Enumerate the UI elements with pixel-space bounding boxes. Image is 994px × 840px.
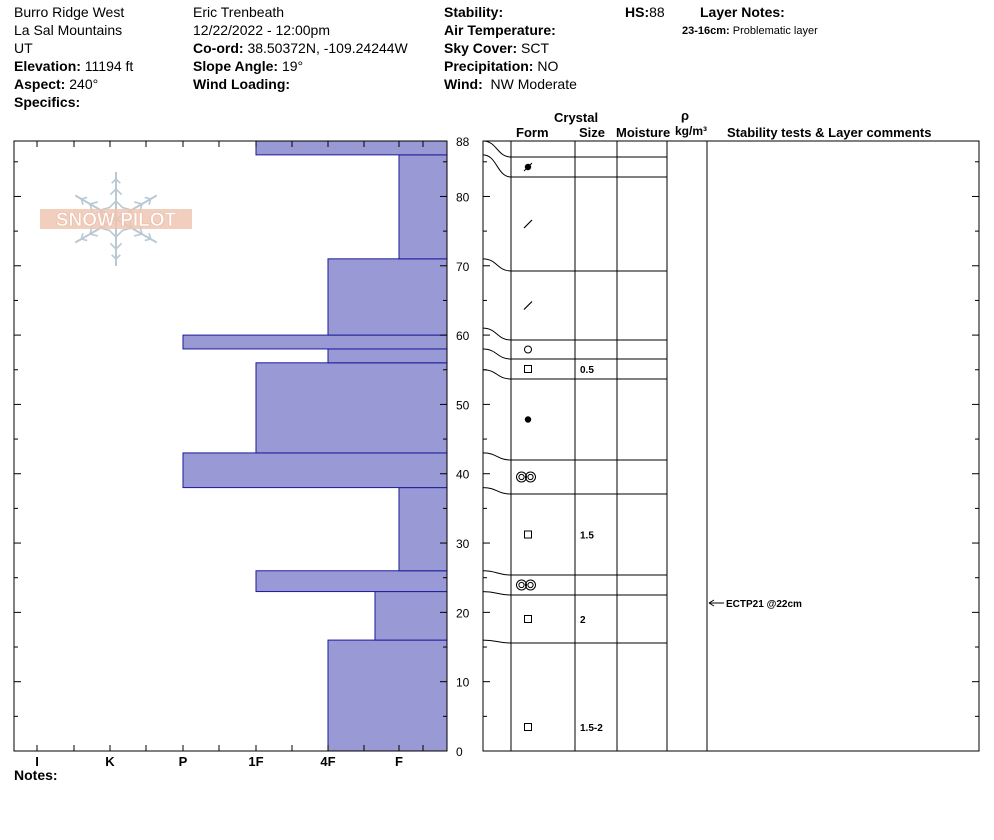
specifics-label: Specifics: [14, 94, 81, 110]
boundary-connector-23 [483, 592, 511, 595]
flake-branch-1-2-0 [145, 197, 151, 199]
coord-label: Co-ord: [193, 40, 244, 56]
boundary-connector-88 [483, 141, 511, 157]
crystal-form-3 [525, 346, 532, 353]
y-tick-label-60: 60 [456, 329, 470, 344]
elevation-label: Elevation: [14, 58, 81, 74]
boundary-connector-58 [483, 349, 511, 359]
hardness-bar-1 [375, 592, 447, 641]
x-tick-label-4F: 4F [320, 754, 336, 769]
flake-branch-2-2-1 [145, 239, 151, 241]
boundary-connector-71 [483, 259, 511, 271]
x-tick-label-F: F [395, 754, 403, 769]
layer-table-frame [483, 141, 979, 751]
crystal-size-7: 1.5 [580, 530, 594, 542]
boundary-connector-16 [483, 640, 511, 643]
crystal-form-9 [525, 616, 532, 623]
stability-label: Stability: [444, 4, 504, 20]
boundary-connector-43 [483, 453, 511, 460]
crystal-form-8-inner-0 [519, 582, 524, 587]
boundary-connector-26 [483, 571, 511, 575]
hardness-bar-3 [399, 488, 447, 571]
slope-value: 19° [281, 58, 304, 74]
wind-loading-label: Wind Loading: [193, 76, 291, 92]
boundary-connector-55 [483, 370, 511, 379]
precip-label: Precipitation: [444, 58, 534, 74]
crystal-form-7 [525, 531, 532, 538]
y-tick-label-10: 10 [456, 675, 470, 690]
mountain-range: La Sal Mountains [14, 22, 123, 38]
y-tick-label-40: 40 [456, 467, 470, 482]
crystal-form-1 [524, 220, 532, 228]
hardness-bar-9 [399, 155, 447, 259]
x-tick-label-1F: 1F [248, 754, 264, 769]
wind-value: NW Moderate [490, 76, 577, 92]
flake-branch-0-0-1 [116, 201, 123, 208]
flake-branch-0-0-0 [109, 201, 116, 208]
wind-label: Wind: [444, 76, 483, 92]
snowpilot-logo [40, 172, 192, 266]
observation-datetime: 12/22/2022 - 12:00pm [193, 22, 330, 38]
test-label-0: ECTP21 @22cm [726, 599, 802, 610]
hs-label: HS: [625, 4, 650, 20]
y-tick-label-0: 0 [456, 745, 463, 759]
observer-name: Eric Trenbeath [193, 4, 285, 20]
logo-text: SNOW PILOT [55, 210, 177, 231]
layer-note-range: 23-16cm: [682, 25, 730, 37]
y-tick-label-80: 80 [456, 190, 470, 205]
sky-label: Sky Cover: [444, 40, 518, 56]
crystal-form-6-inner-0 [519, 474, 524, 479]
comments-header: Stability tests & Layer comments [727, 125, 932, 140]
notes-label: Notes: [14, 767, 58, 783]
boundary-connector-86 [483, 155, 511, 177]
aspect-label: Aspect: [14, 76, 66, 92]
crystal-form-4 [525, 366, 532, 373]
y-tick-label-88: 88 [456, 135, 470, 149]
crystal-size-9: 2 [580, 615, 586, 626]
y-tick-label-70: 70 [456, 259, 470, 274]
density-unit-header: kg/m³ [675, 124, 708, 138]
aspect-value: 240° [69, 76, 99, 92]
crystal-form-5 [525, 416, 531, 422]
flake-branch-5-2-1 [81, 197, 87, 199]
layer-note-text: Problematic layer [732, 25, 818, 37]
sky-value: SCT [521, 40, 550, 56]
moisture-header: Moisture [616, 125, 671, 140]
crystal-form-6-inner-1 [528, 474, 533, 479]
layer-notes-label: Layer Notes: [700, 4, 785, 20]
hardness-bar-6 [328, 349, 447, 363]
x-tick-label-P: P [178, 754, 188, 769]
crystal-size-4: 0.5 [580, 365, 594, 376]
crystal-header: Crystal [554, 110, 599, 125]
size-header: Size [579, 125, 606, 140]
slope-label: Slope Angle: [193, 58, 279, 74]
flake-branch-1-1-0 [134, 202, 142, 204]
hardness-bar-2 [256, 571, 447, 592]
flake-branch-5-1-1 [90, 202, 98, 204]
y-tick-label-50: 50 [456, 398, 470, 413]
precip-value: NO [537, 58, 559, 74]
hardness-bar-8 [328, 259, 447, 335]
crystal-form-10 [525, 724, 532, 731]
location-name: Burro Ridge West [14, 4, 125, 20]
hardness-bar-0 [328, 640, 447, 751]
hs-value: 88 [649, 4, 665, 20]
crystal-size-10: 1.5-2 [580, 723, 603, 734]
form-header: Form [516, 125, 549, 140]
hardness-bar-4 [183, 453, 447, 488]
flake-branch-4-2-0 [81, 239, 87, 241]
y-tick-label-30: 30 [456, 537, 470, 552]
x-tick-label-K: K [105, 754, 115, 769]
hardness-bar-5 [256, 363, 447, 453]
air-temp-label: Air Temperature: [444, 22, 556, 38]
boundary-connector-61 [483, 328, 511, 340]
density-rho-header: ρ [681, 108, 690, 123]
y-tick-label-20: 20 [456, 606, 470, 621]
coord-value: 38.50372N, -109.24244W [247, 40, 408, 56]
state: UT [14, 40, 33, 56]
crystal-form-2 [524, 302, 532, 310]
boundary-connector-38 [483, 488, 511, 494]
x-tick-label-I: I [35, 754, 39, 769]
flake-branch-2-1-1 [134, 234, 142, 236]
hardness-bar-7 [183, 335, 447, 349]
hardness-bar-10 [256, 141, 447, 155]
crystal-form-8-inner-1 [528, 582, 533, 587]
elevation-value: 11194 ft [84, 58, 134, 74]
flake-branch-4-1-0 [90, 234, 98, 236]
